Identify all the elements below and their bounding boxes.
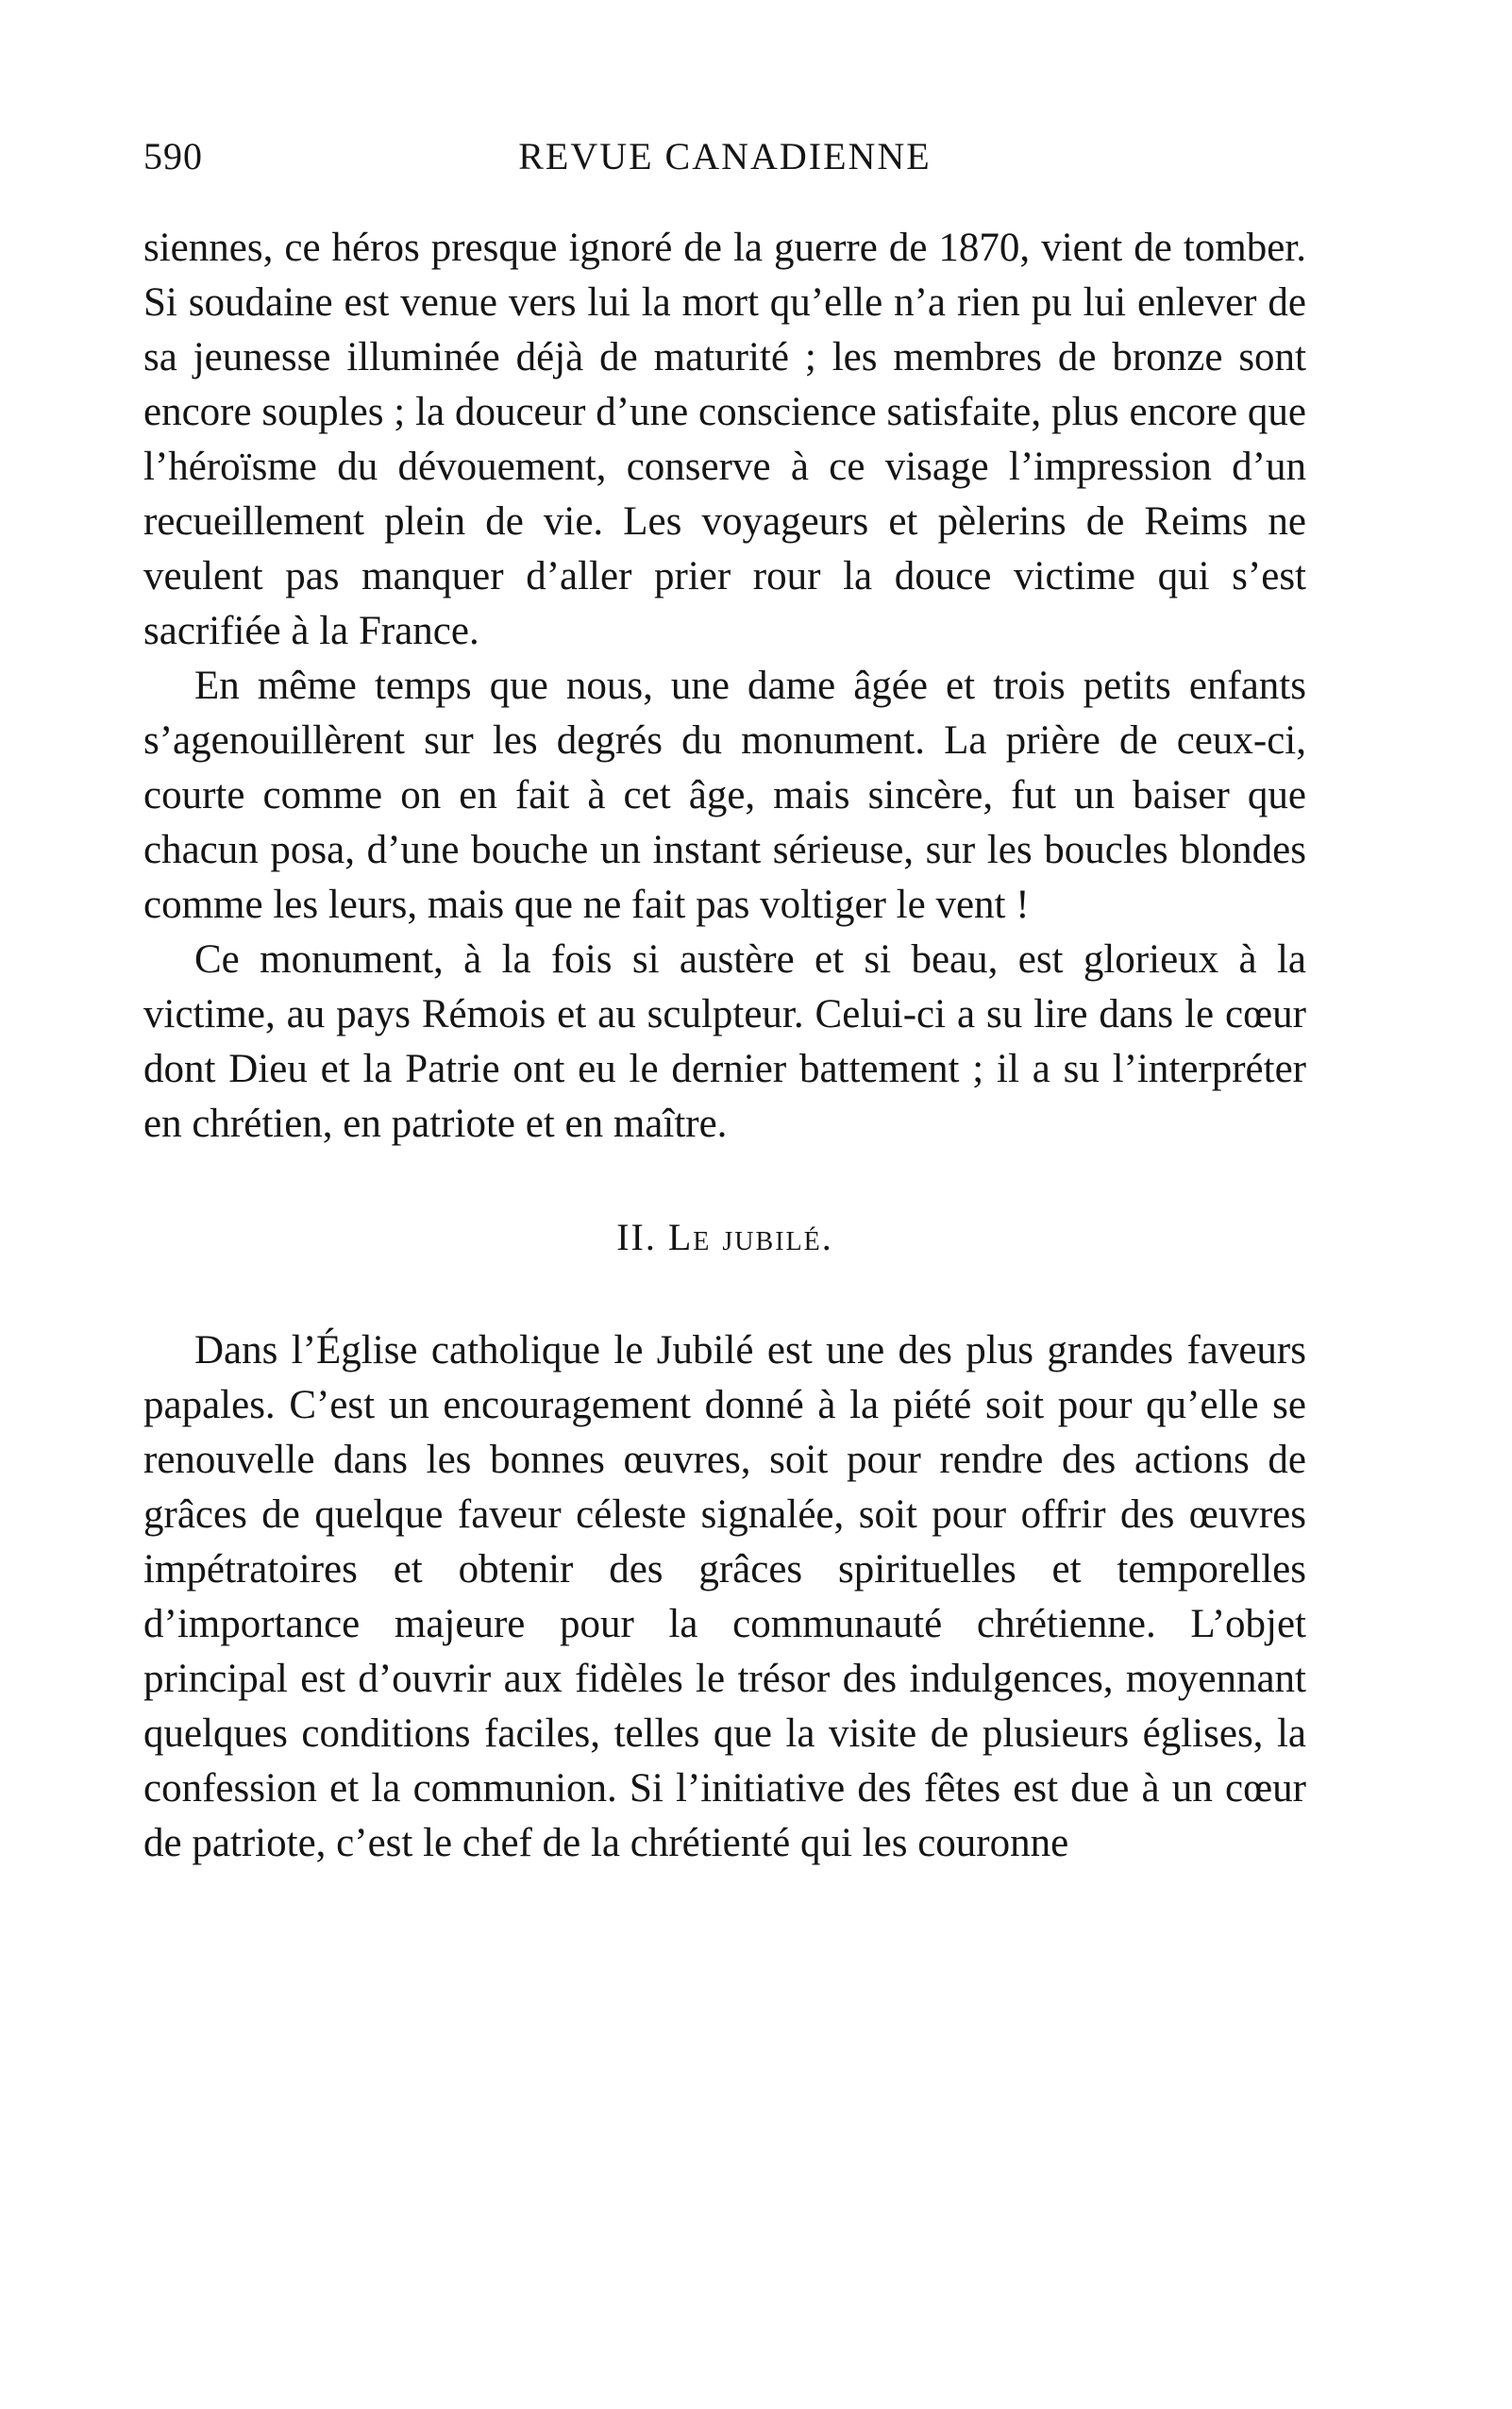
journal-title: REVUE CANADIENNE bbox=[518, 135, 932, 177]
section-number: II. bbox=[616, 1216, 657, 1258]
paragraph-children-prayer: En même temps que nous, une dame âgée et trois petits enfants s’agenouillèrent sur les degrés du monument. La prière de ceux-ci, courte comme on en fait à cet âge, mais sincère, fut un baiser que chacun posa, d’une bouche un instant sérieuse, sur les boucles blondes comme les leurs, mais que ne fait pas voltiger le vent ! bbox=[143, 664, 1306, 927]
section-heading bbox=[143, 1210, 1306, 1265]
paragraph-continuation: siennes, ce héros presque ignoré de la guerre de 1870, vient de tomber. Si soudaine est venue vers lui la mort qu’elle n’a rien pu lui enlever de sa jeunesse illuminée déjà de maturité ; les membres de bronze sont encore souples ; la douceur d’une conscience satisfaite, plus encore que l’héroïsme du dévouement, conserve à ce visage l’impression d’un recueillement plein de vie. Les voyageurs et pèlerins de Reims ne veulent pas manquer d’aller prier rour la douce victime qui s’est sacrifiée à la France. bbox=[143, 226, 1306, 653]
running-head bbox=[143, 132, 1306, 181]
article-text bbox=[143, 221, 1306, 1871]
book-page bbox=[143, 132, 1306, 1871]
paragraph-monument: Ce monument, à la fois si austère et si beau, est glorieux à la victime, au pays Rémois et au sculpteur. Celui-ci a su lire dans le cœur dont Dieu et la Patrie ont eu le dernier battement ; il a su l’interpréter en chrétien, en patriote et en maître. bbox=[143, 937, 1306, 1146]
page-number: 590 bbox=[143, 135, 203, 177]
paragraph-jubilee: Dans l’Église catholique le Jubilé est une des plus grandes faveurs papales. C’est un encouragement donné à la piété soit pour qu’elle se renouvelle dans les bonnes œuvres, soit pour rendre des actions de grâces de quelque faveur céleste signalée, soit pour offrir des œuvres impétratoires et obtenir des grâces spirituelles et temporelles d’importance majeure pour la communauté chrétienne. L’objet principal est d’ouvrir aux fidèles le trésor des indulgences, moyennant quelques conditions faciles, telles que la visite de plusieurs églises, la confession et la communion. Si l’initiative des fêtes est due à un cœur de patriote, c’est le chef de la chrétienté qui les couronne bbox=[143, 1328, 1306, 1865]
section-title: Le jubilé. bbox=[667, 1216, 833, 1258]
